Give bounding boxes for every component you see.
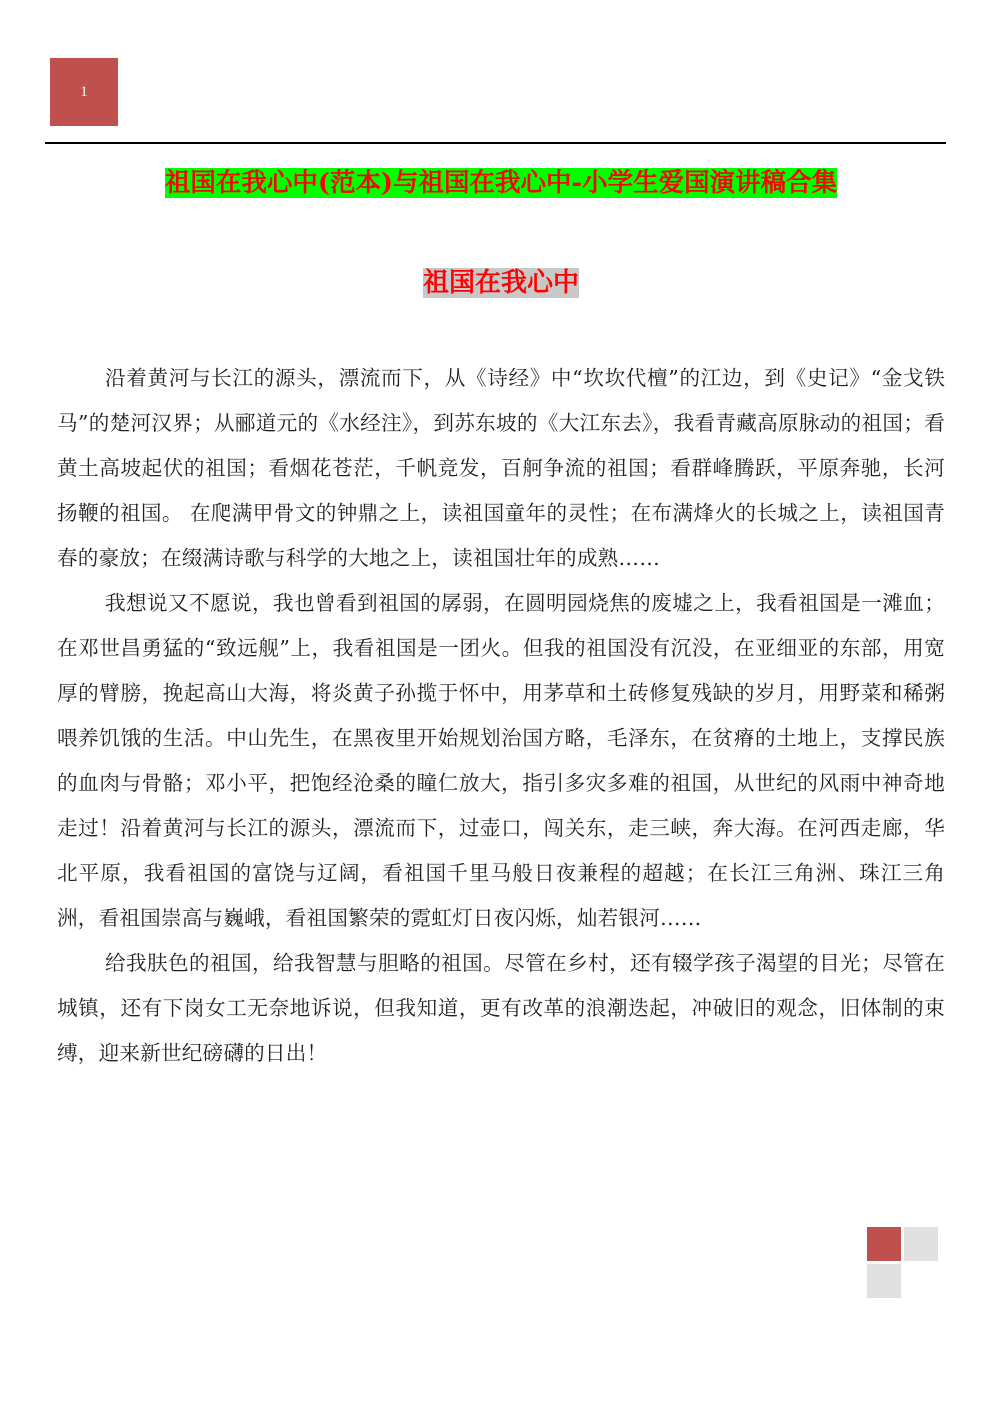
deco-square-red [867, 1227, 901, 1261]
body-paragraph: 沿着黄河与长江的源头，漂流而下，从《诗经》中“坎坎代檀”的江边，到《史记》“金戈铁马”的楚河汉界；从郦道元的《水经注》，到苏东坡的《大江东去》，我看青藏高原脉动的祖国；看黄土高坡起伏的祖国；看烟花苍茫，千帆竞发，百舸争流的祖国；看群峰腾跃，平原奔驰，长河扬鞭的祖国。 在爬满甲骨文的钟鼎之上，读祖国童年的灵性；在布满烽火的长城之上，读祖国青春的豪放；在缀满诗歌与科学的大地之上，读祖国壮年的成熟…… [57, 366, 945, 570]
header-divider [45, 142, 946, 144]
document-title-text: 祖国在我心中(范本)与祖国在我心中-小学生爱国演讲稿合集 [164, 168, 838, 198]
page-number-label: 1 [80, 83, 88, 100]
body-paragraph: 我想说又不愿说，我也曾看到祖国的孱弱，在圆明园烧焦的废墟之上，我看祖国是一滩血；在邓世昌勇猛的“致远舰”上，我看祖国是一团火。但我的祖国没有沉没，在亚细亚的东部，用宽厚的臂膀，挽起高山大海，将炎黄子孙揽于怀中，用茅草和土砖修复残缺的岁月，用野菜和稀粥喂养饥饿的生活。中山先生，在黑夜里开始规划治国方略，毛泽东，在贫瘠的土地上，支撑民族的血肉与骨骼；邓小平，把饱经沧桑的瞳仁放大，指引多灾多难的祖国，从世纪的风雨中神奇地走过！沿着黄河与长江的源头，漂流而下，过壶口，闯关东，走三峡，奔大海。在河西走廊，华北平原，我看祖国的富饶与辽阔，看祖国千里马般日夜兼程的超越；在长江三角洲、珠江三角洲，看祖国崇高与巍峨，看祖国繁荣的霓虹灯日夜闪烁，灿若银河…… [57, 591, 945, 930]
deco-square-gray-bottom-left [867, 1264, 901, 1298]
document-subtitle [57, 262, 945, 304]
document-title [57, 160, 945, 206]
body-paragraph: 给我肤色的祖国，给我智慧与胆略的祖国。尽管在乡村，还有辍学孩子渴望的目光；尽管在城镇，还有下岗女工无奈地诉说，但我知道，更有改革的浪潮迭起，冲破旧的观念，旧体制的束缚，迎来新世纪磅礴的日出！ [57, 951, 945, 1065]
page-number-badge [50, 58, 118, 126]
footer-decoration [867, 1227, 941, 1301]
deco-square-gray-top-right [904, 1227, 938, 1261]
document-body [57, 356, 945, 1076]
document-subtitle-text: 祖国在我心中 [422, 268, 579, 298]
document-content [57, 152, 945, 1076]
